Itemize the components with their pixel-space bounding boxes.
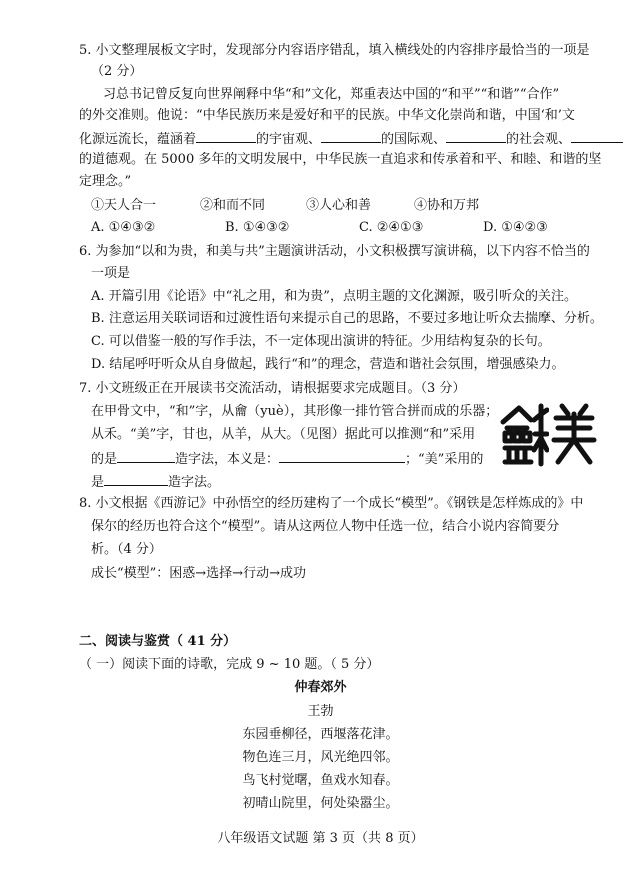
q5-blank-1[interactable]: [196, 129, 256, 143]
q5-blank-3[interactable]: [446, 129, 506, 143]
q5-passage-text: 化源远流长，蕴涵着: [79, 132, 197, 147]
q5-passage-line1: 习总书记曾反复向世界阐释中华“和”文化，郑重表达中国的“和平”“和谐”“合作”: [103, 87, 560, 102]
q6-option-d[interactable]: D. 结尾呼吁听众从自身做起，践行“和”的理念，营造和谐社会氛围，增强感染力。: [91, 357, 565, 372]
q8-stem-line2: 保尔的经历也符合这个“模型”。请从这两位人物中任选一位，结合小说内容简要分: [91, 519, 560, 534]
q7-text-line3: 从禾。“美”字，甘也，从羊，从大。（见图）据此可以推测“和”采用: [91, 427, 476, 442]
q6-option-a[interactable]: A. 开篇引用《论语》中“礼之用，和为贵”，点明主题的文化渊源，吸引听众的关注。: [91, 289, 577, 304]
q5-stem-line1: 5. 小文整理展板文字时，发现部分内容语序错乱，填入横线处的内容排序最恰当的一项是: [79, 43, 590, 58]
q6-option-b[interactable]: B. 注意运用关联词语和过渡性语句来提示自己的思路，不要过多地让听众去揣摩、分析。: [91, 311, 603, 326]
q8-stem-line1: 8. 小文根据《西游记》中孙悟空的经历建构了一个成长“模型”。《钢铁是怎样炼成的》中: [79, 496, 584, 511]
seal-script-he-image: [497, 400, 549, 468]
q5-option-c[interactable]: C. ②④①③: [359, 220, 424, 235]
q8-model-line: 成长“模型”：困惑→选择→行动→成功: [91, 566, 306, 581]
q7-text-line5: [91, 472, 220, 492]
q5-blank-4[interactable]: [571, 129, 623, 143]
poem-line-1: 东园垂柳径，西堰落花津。: [242, 727, 399, 742]
q5-blank-2[interactable]: [321, 129, 381, 143]
q5-item-4: ④协和万邦: [414, 198, 480, 213]
q7-stem-line1: 7. 小文班级正在开展读书交流活动，请根据要求完成题目。（3 分）: [79, 381, 466, 396]
q5-passage-line4: 的道德观。在 5000 多年的文明发展中，中华民族一直追求和传承着和平、和睦、和谐的坚: [79, 152, 602, 167]
section-2-title: 二、阅读与鉴赏（ 41 分）: [79, 634, 237, 649]
q7-blank-3[interactable]: [104, 472, 168, 486]
q6-stem-line2: 一项是: [91, 266, 131, 281]
poem-line-2: 物色连三月，风光绝四邻。: [242, 750, 399, 765]
q7-text: 的是: [91, 452, 118, 467]
q7-text: 造字法。: [168, 475, 221, 490]
seal-script-mei-image: [548, 400, 600, 468]
q7-blank-1[interactable]: [117, 449, 175, 463]
q5-passage-text: 的宇宙观、: [256, 132, 322, 147]
q5-item-1: ①天人合一: [91, 198, 157, 213]
q7-text: 造字法，本义是：: [175, 452, 280, 467]
q5-option-b[interactable]: B. ①④③②: [225, 220, 290, 235]
q7-text: ；“美”采用的: [405, 452, 484, 467]
q7-text: 是: [91, 475, 105, 490]
q5-option-a[interactable]: A. ①④③②: [91, 220, 156, 235]
q5-passage-text: 的国际观、: [381, 132, 447, 147]
q6-option-c[interactable]: C. 可以借鉴一般的写作手法，不一定体现出演讲的特征。少用结构复杂的长句。: [91, 334, 551, 349]
section-2-subtitle: （ 一）阅读下面的诗歌，完成 9 ~ 10 题。（ 5 分）: [79, 657, 380, 672]
q5-passage-text: 的社会观、: [506, 132, 572, 147]
poem-title: 仲春郊外: [294, 680, 347, 695]
page-footer: 八年级语文试题 第 3 页（共 8 页）: [217, 831, 424, 846]
q5-item-2: ②和而不同: [200, 198, 266, 213]
poem-line-4: 初晴山院里，何处染嚣尘。: [242, 796, 399, 811]
q8-stem-line3: 析。（4 分）: [91, 542, 162, 557]
q7-text-line2: 在甲骨文中，“和”字，从龠（yuè），其形像一排竹管合拼而成的乐器；: [91, 404, 499, 419]
q6-stem-line1: 6. 为参加“以和为贵，和美与共”主题演讲活动，小文积极撰写演讲稿，以下内容不恰当的: [79, 244, 590, 259]
q7-blank-2[interactable]: [279, 449, 405, 463]
q5-passage-line3: [79, 129, 623, 149]
poem-line-3: 鸟飞村觉曙，鱼戏水知春。: [242, 773, 399, 788]
q5-item-3: ③人心和善: [306, 198, 372, 213]
q7-text-line4: [91, 449, 483, 469]
poem-author: 王勃: [307, 704, 334, 719]
q5-stem-points: （2 分）: [91, 64, 143, 79]
q5-passage-line5: 定理念。”: [79, 174, 132, 189]
q5-option-d[interactable]: D. ①④②③: [483, 220, 548, 235]
q5-passage-line2: 的外交准则。他说：“中华民族历来是爱好和平的民族。中华文化崇尚和谐，中国‘和’文: [79, 108, 575, 123]
